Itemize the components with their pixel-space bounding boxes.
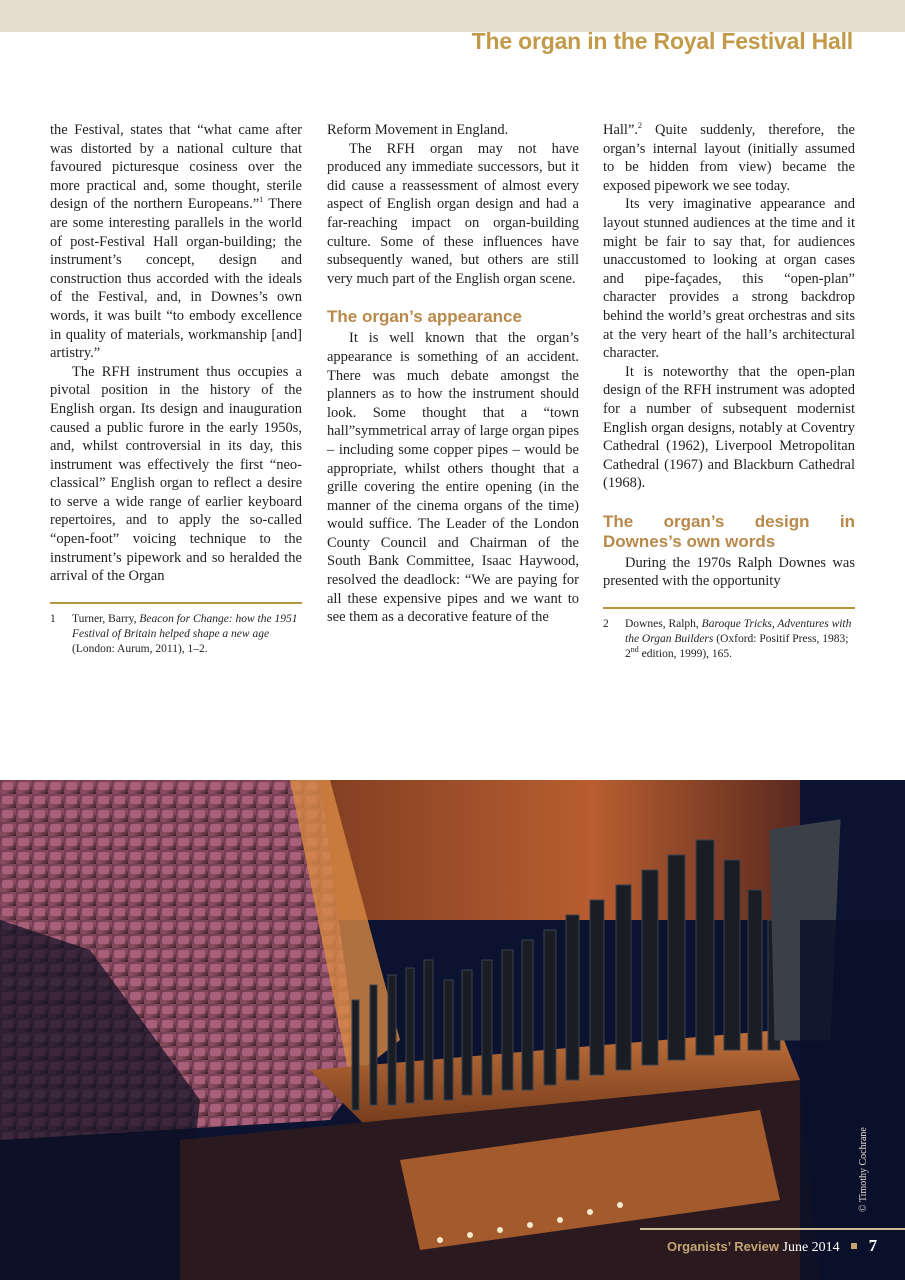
page-number: 7	[868, 1236, 878, 1255]
paragraph: It is well known that the organ’s appearance is something of an accident. There was much debate amongst the planners as to how the instrument should look. Some thought that a “town hall”symmetrical array of large organ pipes – including some copper pipes – would be appropriate, whilst others thought that a grille covering the entire opening (in the manner of the cinema organs of the time) would suffice. The Leader of the London County Council and Chairman of the South Bank Committee, Isaac Haywood, resolved the deadlock: “We are paying for all these expensive pipes and we want to see them as a decorative feature of the	[327, 330, 579, 626]
footnote-ref[interactable]: 1	[259, 195, 264, 205]
paragraph: It is noteworthy that the open-plan design of the RFH instrument was adopted for a number of subsequent modernist English organ designs, notably at Coventry Cathedral (1962), Liverpool Metropolitan Cathedral (1967) and Blackburn Cathedral (1968).	[603, 363, 855, 492]
footnote-number: 2	[603, 618, 609, 631]
paragraph: The RFH organ may not have produced any immediate successors, but it did cause a reassessment of almost every aspect of English organ design and had a far-reaching impact on organ-building culture. Some of these influences have subsequently waned, but others are still very much part of the English organ scene.	[327, 140, 579, 287]
issue-date: June 2014	[782, 1240, 840, 1255]
organ-photo	[0, 780, 905, 1280]
paragraph: Reform Movement in England.	[327, 122, 509, 138]
section-heading: The organ’s design in Downes’s own words	[603, 511, 855, 551]
footnote-rest: (Oxford: Positif Press, 1983; 2	[625, 633, 849, 661]
organ-console-image	[0, 780, 905, 1280]
page-footer	[640, 1228, 905, 1256]
paragraph: During the 1970s Ralph Downes was presented with the opportunity	[603, 554, 855, 590]
footnote-2	[603, 607, 855, 662]
footnote-title: Baroque Tricks, Adventures with the Organ Builders	[625, 618, 852, 646]
column-1	[50, 121, 302, 657]
footnote-author: Turner, Barry,	[72, 612, 140, 625]
footnote-rest: (London: Aurum, 2011), 1–2.	[72, 642, 208, 655]
footnote-1	[50, 602, 302, 657]
column-3	[603, 121, 855, 662]
separator-square	[851, 1243, 857, 1249]
footnote-number: 1	[50, 612, 56, 625]
running-title: The organ in the Royal Festival Hall	[471, 28, 853, 54]
magazine-name: Organists’ Review	[667, 1239, 779, 1254]
paragraph: The RFH instrument thus occupies a pivotal position in the history of the English organ. Its design and inauguration caused a public furore in the early 1950s, and, whilst controversial in its day, this instrument was effectively the first “neo-classical” English organ to reflect a desire to serve a wide range of earlier keyboard repertoires, and to apply the so-called “open-foot” voicing technique to the instrument’s pipework and so heralded the arrival of the Organ	[50, 363, 302, 585]
footnote-text	[603, 617, 855, 662]
paragraph: Its very imaginative appearance and layout stunned audiences at the time and it might be fair to say that, for audiences unaccustomed to looking at organ cases and pipe-façades, this “open-plan” character provides a strong backdrop behind the world’s great orchestras and sits at the very heart of the hall’s architectural character.	[603, 196, 855, 362]
footnote-rest: edition, 1999), 165.	[638, 648, 733, 661]
photo-credit: © Timothy Cochrane	[858, 1127, 869, 1212]
paragraph: Hall”.	[603, 122, 639, 138]
paragraph: Quite suddenly, therefore, the organ’s internal layout (initially assumed to be hidden from view) became the exposed pipework we see today.	[603, 122, 855, 194]
section-heading: The organ’s appearance	[327, 307, 522, 327]
footnote-ref[interactable]: 2	[638, 121, 643, 131]
footnote-text	[50, 612, 302, 657]
superscript: nd	[630, 645, 639, 655]
paragraph: There are some interesting parallels in the world of post-Festival Hall organ-building; the instrument’s concept, design and construction thus accorded with the ideals of the Festival, and, in Downes’s own words, it was built “to embody excellence in quality of materials, workmanship [and] artistry.”	[50, 196, 302, 362]
paragraph: the Festival, states that “what came after was distorted by a national culture that favoured picturesque cosiness over the more practical and, some thought, sterile design of the northern Europeans.”	[50, 122, 302, 213]
column-2	[327, 121, 579, 627]
footnote-author: Downes, Ralph,	[625, 618, 702, 631]
footnote-title: Beacon for Change: how the 1951 Festival of Britain helped shape a new age	[72, 612, 298, 640]
